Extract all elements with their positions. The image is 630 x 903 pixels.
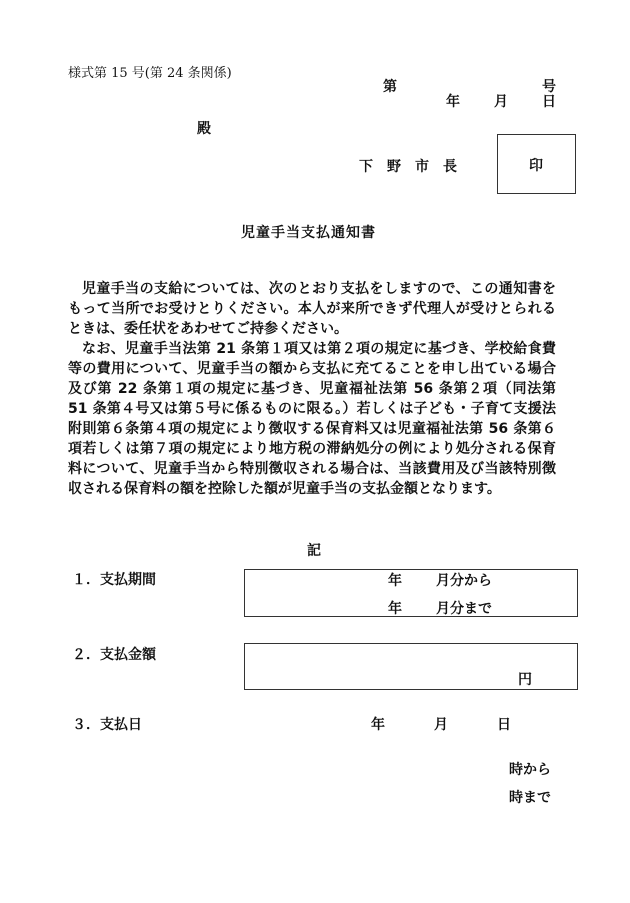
payment-time-from: 時から — [509, 762, 551, 778]
period-from-month: 月分から — [436, 573, 492, 589]
issuer-name: 下 野 市 長 — [359, 159, 457, 175]
addressee-suffix: 殿 — [197, 121, 211, 137]
payment-date-day: 日 — [497, 717, 511, 733]
payment-time-to: 時まで — [509, 790, 551, 806]
document-number-suffix: 号 — [542, 79, 556, 95]
payment-period-label: １．支払期間 — [72, 572, 156, 588]
form-number-label: 様式第 15 号(第 24 条関係) — [68, 66, 232, 81]
issue-date-month: 月 — [494, 94, 508, 110]
period-from-year: 年 — [388, 573, 402, 589]
document-number-prefix: 第 — [383, 79, 397, 95]
payment-period-box — [244, 569, 578, 617]
amount-unit: 円 — [518, 672, 532, 688]
document-title: 児童手当支払通知書 — [241, 225, 376, 241]
note-heading: 記 — [307, 543, 321, 559]
notice-body — [68, 279, 556, 499]
payment-amount-label: ２．支払金額 — [72, 647, 156, 663]
period-to-month: 月分まで — [436, 601, 492, 617]
period-to-year: 年 — [388, 601, 402, 617]
issue-date-day: 日 — [542, 94, 556, 110]
payment-date-month: 月 — [434, 717, 448, 733]
body-paragraph-1: 児童手当の支給については、次のとおり支払をしますので、この通知書をもって当所でお受けとりください。本人が来所できず代理人が受けとられるときは、委任状をあわせてご持参ください。 — [68, 281, 556, 337]
seal-box — [497, 134, 576, 194]
payment-amount-box — [244, 643, 578, 690]
seal-mark: 印 — [529, 158, 543, 174]
issue-date-year: 年 — [446, 94, 460, 110]
body-paragraph-2: なお、児童手当法第 21 条第１項又は第２項の規定に基づき、学校給食費等の費用について、児童手当の額から支払に充てることを申し出ている場合及び第 22 条第１項の規定に基づき、児童福祉法第 56 条第２項（同法第 51 条第４号又は第５号に係るものに限る。）若しくは子ども・子育て支援法附則第６条第４項の規定により徴収する保育料又は児童福祉法第 56 条第６項若しくは第７項の規定により地方税の滞納処分の例により処分される保育料について、児童手当から特別徴収される場合は、当該費用及び当該特別徴収される保育料の額を控除した額が児童手当の支払金額となります。 — [68, 341, 556, 497]
payment-date-year: 年 — [371, 717, 385, 733]
payment-date-label: ３．支払日 — [72, 717, 142, 733]
